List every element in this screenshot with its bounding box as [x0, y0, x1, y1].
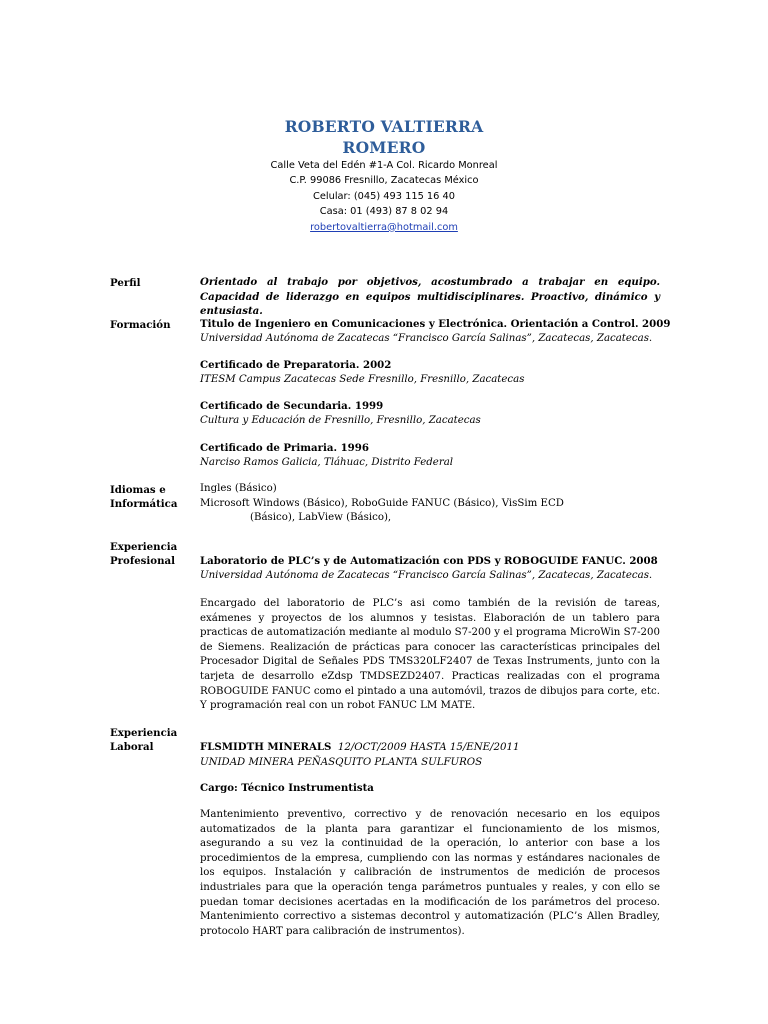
address-line: Calle Veta del Edén #1-A Col. Ricardo Monreal — [270, 160, 498, 171]
degree-institution: Narciso Ramos Galicia, Tláhuac, Distrito Federal — [200, 456, 454, 468]
job-position: Cargo: Técnico Instrumentista — [200, 782, 374, 794]
section-label-exp-profesional: Experiencia Profesional — [110, 541, 178, 567]
degree-title: Titulo de Ingeniero en Comunicaciones y Electrónica. Orientación a Control. 2009 — [200, 318, 671, 330]
formacion-item — [200, 317, 671, 346]
mining-unit: UNIDAD MINERA PEÑASQUITO PLANTA SULFUROS — [200, 756, 483, 768]
home-phone: Casa: 01 (493) 87 8 02 94 — [319, 206, 449, 218]
degree-title: Certificado de Primaria. 1996 — [200, 442, 369, 454]
city-line: C.P. 99086 Fresnillo, Zacatecas México — [289, 175, 479, 187]
section-label-perfil: Perfil — [110, 277, 141, 289]
mobile-phone: Celular: (045) 493 115 16 40 — [313, 190, 455, 202]
degree-institution: Universidad Autónoma de Zacatecas “Francisco García Salinas”, Zacatecas, Zacatecas. — [200, 332, 653, 344]
job-title: Laboratorio de PLC’s y de Automatización con PDS y ROBOGUIDE FANUC. 2008 — [200, 555, 658, 567]
email-link[interactable]: robertovaltierra@hotmail.com — [310, 221, 458, 233]
exp-profesional-header — [200, 554, 660, 583]
exp-laboral-header — [200, 740, 660, 770]
idiomas-text — [200, 482, 660, 526]
candidate-name-line1: ROBERTO VALTIERRA — [284, 117, 484, 136]
software-line: Microsoft Windows (Básico), RoboGuide FANUC (Básico), VisSim ECD — [200, 497, 564, 509]
section-label-exp-laboral: Experiencia Laboral — [110, 727, 178, 753]
languages-line: Ingles (Básico) — [200, 483, 277, 494]
perfil-text: Orientado al trabajo por objetivos, acostumbrado a trabajar en equipo. Capacidad de liderazgo en equipos multidisciplinares. Proactivo, dinámico y entusiasta. — [200, 276, 660, 318]
degree-institution: ITESM Campus Zacatecas Sede Fresnillo, Fresnillo, Zacatecas — [200, 373, 525, 385]
section-label-formacion: Formación — [110, 319, 171, 331]
formacion-item — [200, 441, 660, 470]
exp-laboral-description: Mantenimiento preventivo, correctivo y de renovación necesario en los equipos automatizados de la planta para garantizar el funcionamiento de los mismos, asegurando a su vez la continuidad de la operación, lo anterior con base a los procedimientos de la empresa, cumpliendo con las normas y estándares nacionales de los equipos. Instalación y calibración de instrumentos de medición de procesos industriales para que la operación tenga parámetros puntuales y reales, y con ello se puedan tomar decisiones acertadas en la modificación de los parámetros del proceso. Mantenimiento correctivo a sistemas decontrol y automatización (PLC’s Allen Bradley, protocolo HART para calibración de instrumentos). — [200, 809, 660, 937]
formacion-item — [200, 399, 660, 428]
degree-title: Certificado de Preparatoria. 2002 — [200, 359, 392, 371]
exp-profesional-description: Encargado del laboratorio de PLC’s asi como también de la revisión de tareas, exámenes y proyectos de los alumnos y tesistas. Elaboración de un tablero para practicas de automatización mediante al modulo S7-200 y el programa MicroWin S7-200 de Siemens. Realización de prácticas para conocer las características principales del Procesador Digital de Señales PDS TMS320LF2407 de Texas Instruments, junto con la tarjeta de desarrollo eZdsp TMDSEZD2407. Practicas realizadas con el programa ROBOGUIDE FANUC como el pintado a una automóvil, trazos de dibujos para corte, etc. Y programación real con un robot FANUC LM MATE. — [200, 598, 660, 712]
resume-header — [0, 116, 768, 235]
degree-title: Certificado de Secundaria. 1999 — [200, 400, 384, 412]
formacion-item — [200, 358, 660, 387]
company-name: FLSMIDTH MINERALS — [200, 741, 332, 753]
job-institution: Universidad Autónoma de Zacatecas “Francisco García Salinas”, Zacatecas, Zacatecas. — [200, 569, 653, 581]
section-label-idiomas: Idiomas e Informática — [110, 484, 178, 510]
degree-institution: Cultura y Educación de Fresnillo, Fresnillo, Zacatecas — [200, 414, 481, 426]
software-line-cont: (Básico), LabView (Básico), — [250, 512, 392, 524]
candidate-name-line2: ROMERO — [342, 138, 426, 157]
employment-dates: 12/OCT/2009 HASTA 15/ENE/2011 — [337, 742, 520, 753]
